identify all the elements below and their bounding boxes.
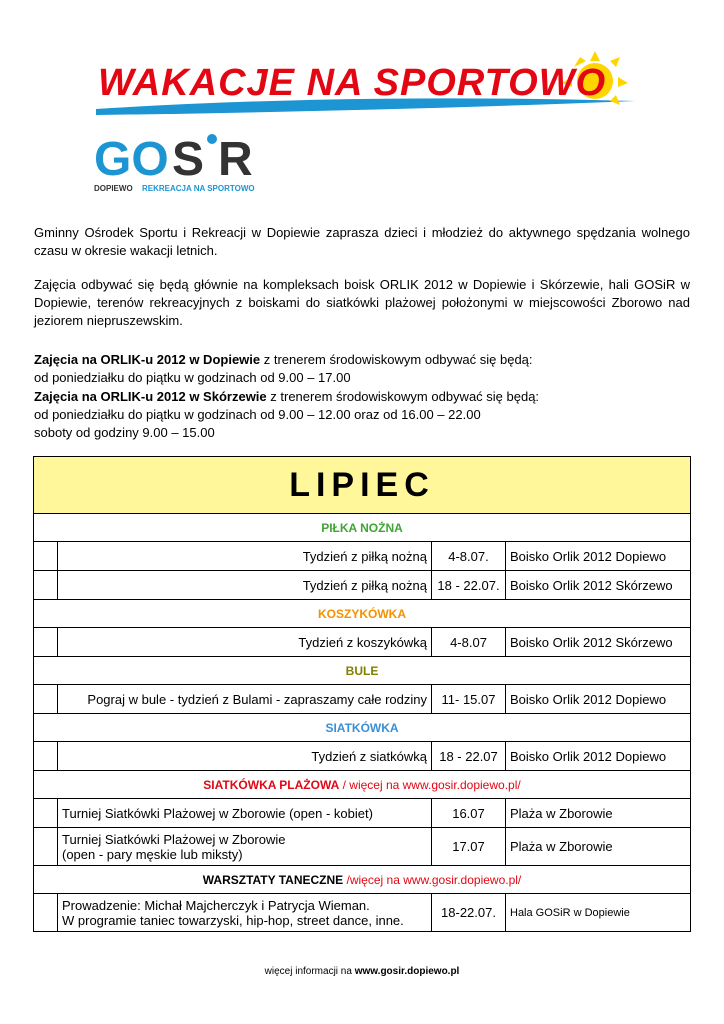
place-cell: Boisko Orlik 2012 Dopiewo	[506, 542, 691, 571]
place-cell: Boisko Orlik 2012 Dopiewo	[506, 742, 691, 771]
date-cell: 16.07	[432, 799, 506, 828]
events-table	[33, 456, 691, 932]
footer-link[interactable]: www.gosir.dopiewo.pl	[354, 966, 460, 977]
brand-dot-icon	[207, 134, 217, 144]
section-warsztaty-taneczne: WARSZTATY TANECZNE /więcej na www.gosir.dopiewo.pl/	[34, 866, 691, 894]
table-row	[34, 685, 691, 714]
month-header: LIPIEC	[34, 457, 691, 514]
place-cell: Plaża w Zborowie	[506, 828, 691, 866]
more-link[interactable]: /więcej na www.gosir.dopiewo.pl/	[343, 872, 522, 887]
schedule-line-4: od poniedziałku do piątku w godzinach od 9.00 – 12.00 oraz od 16.00 – 22.00	[34, 406, 481, 422]
date-cell: 11- 15.07	[432, 685, 506, 714]
section-pilka-nozna: PIŁKA NOŻNA	[34, 514, 691, 542]
brand-go-text: GO	[94, 133, 169, 186]
place-cell: Boisko Orlik 2012 Skórzewo	[506, 571, 691, 600]
schedule-line-2: od poniedziałku do piątku w godzinach od 9.00 – 17.00	[34, 370, 351, 386]
table-row	[34, 571, 691, 600]
place-cell: Plaża w Zborowie	[506, 799, 691, 828]
header-logo	[90, 45, 650, 205]
date-cell: 18 - 22.07	[432, 742, 506, 771]
activity-cell: Tydzień z piłką nożną	[58, 571, 432, 600]
tagline-place: DOPIEWO	[94, 184, 133, 193]
place-cell: Boisko Orlik 2012 Skórzewo	[506, 628, 691, 657]
activity-cell: Turniej Siatkówki Plażowej w Zborowie (open - kobiet)	[58, 799, 432, 828]
schedule-line-3: Zajęcia na ORLIK-u 2012 w Skórzewie z trenerem środowiskowym odbywać się będą:	[34, 388, 540, 404]
table-row	[34, 894, 691, 932]
intro-paragraph-1: Gminny Ośrodek Sportu i Rekreacji w Dopiewie zaprasza dzieci i młodzież do aktywnego spędzania wolnego czasu w okresie wakacji letnich.	[34, 225, 690, 258]
activity-cell: Pograj w bule - tydzień z Bulami - zapraszamy całe rodziny	[58, 685, 432, 714]
brand-sir-text: S	[172, 133, 205, 186]
activity-cell: Tydzień z koszykówką	[58, 628, 432, 657]
section-koszykowka: KOSZYKÓWKA	[34, 600, 691, 628]
brand-r-text: R	[218, 133, 253, 186]
date-cell: 17.07	[432, 828, 506, 866]
table-row	[34, 799, 691, 828]
more-link[interactable]: / więcej na www.gosir.dopiewo.pl/	[339, 777, 521, 792]
intro-paragraph-2: Zajęcia odbywać się będą głównie na kompleksach boisk ORLIK 2012 w Dopiewie i Skórzewie, hali GOSiR w Dopiewie, terenów rekreacyjnych z boiskami do siatkówki plażowej położonymi w miejscowości Zborowo nad jeziorem niepruszewskim.	[34, 277, 690, 328]
footer: więcej informacji na www.gosir.dopiewo.pl	[264, 966, 460, 977]
date-cell: 18-22.07.	[432, 894, 506, 932]
table-row	[34, 542, 691, 571]
section-siatkowka-plazowa: SIATKÓWKA PLAŻOWA / więcej na www.gosir.dopiewo.pl/	[34, 771, 691, 799]
schedule-info	[34, 351, 690, 442]
logo-graphic	[90, 45, 650, 205]
date-cell: 4-8.07	[432, 628, 506, 657]
date-cell: 4-8.07.	[432, 542, 506, 571]
schedule-line-1: Zajęcia na ORLIK-u 2012 w Dopiewie z trenerem środowiskowym odbywać się będą:	[34, 352, 533, 367]
table-row	[34, 742, 691, 771]
activity-cell: Tydzień z piłką nożną	[58, 542, 432, 571]
activity-cell: Turniej Siatkówki Plażowej w Zborowie (open - pary męskie lub miksty)	[58, 828, 432, 866]
section-siatkowka: SIATKÓWKA	[34, 714, 691, 742]
activity-cell: Prowadzenie: Michał Majcherczyk i Patrycja Wieman. W programie taniec towarzyski, hip-hop, street dance, inne.	[58, 894, 432, 932]
table-row	[34, 628, 691, 657]
schedule-line-5: soboty od godziny 9.00 – 15.00	[34, 425, 215, 441]
table-row	[34, 828, 691, 866]
intro-text	[34, 224, 690, 346]
tagline-rest: REKREACJA NA SPORTOWO	[142, 184, 255, 193]
activity-cell: Tydzień z siatkówką	[58, 742, 432, 771]
place-cell: Boisko Orlik 2012 Dopiewo	[506, 685, 691, 714]
date-cell: 18 - 22.07.	[432, 571, 506, 600]
place-cell: Hala GOSiR w Dopiewie	[506, 894, 691, 932]
headline-text: WAKACJE NA SPORTOWO	[98, 62, 607, 104]
section-bule: BULE	[34, 657, 691, 685]
